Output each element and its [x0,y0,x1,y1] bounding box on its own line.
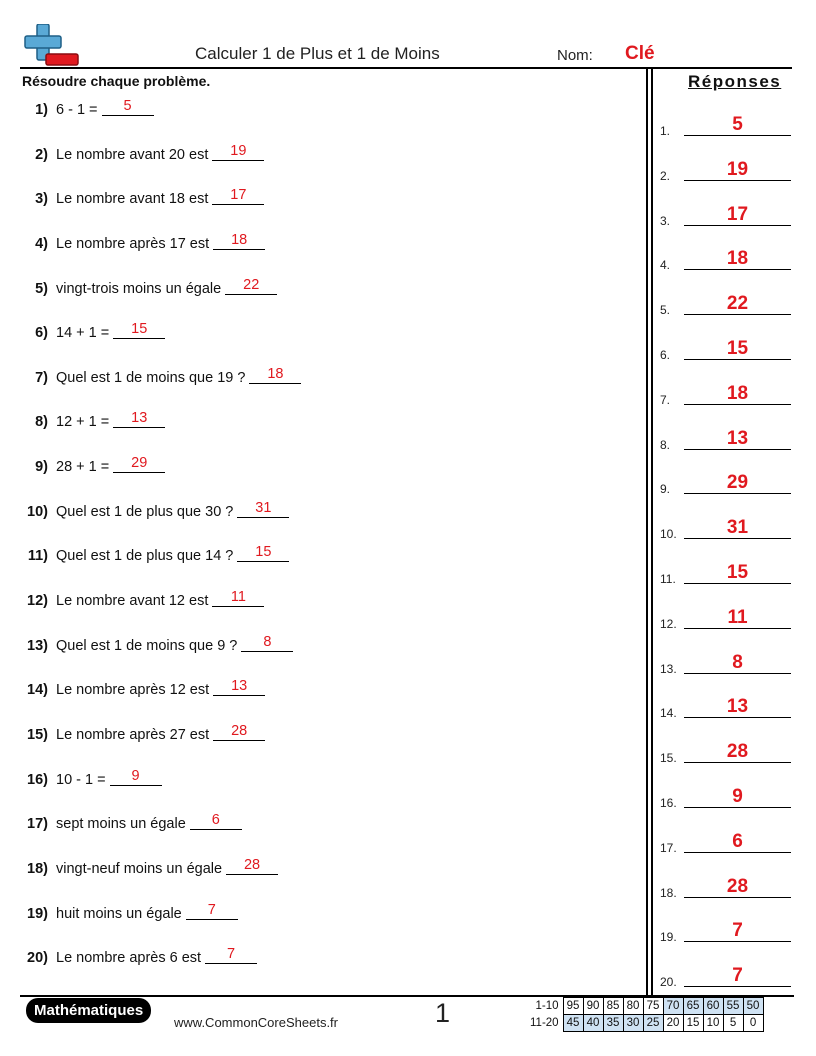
answer-key-value: 15 [726,561,749,583]
answer-key-row [660,694,795,739]
answer-key-value: 15 [726,337,749,359]
score-row [528,998,763,1015]
answer-key-value: 8 [732,651,743,673]
answer-key-value: 31 [726,517,749,539]
answer-blank: 29 [113,455,165,473]
problem-number: 4) [35,235,48,252]
answer-key-number: 15. [660,751,677,766]
answer-key-row [660,918,795,963]
answer-key-row [660,336,795,381]
problem-row [22,678,642,723]
score-cell: 95 [563,998,583,1015]
answer-key-row [660,202,795,247]
problem-number: 14) [27,682,48,699]
problem-number: 7) [35,369,48,386]
problem-text: Le nombre avant 20 est [56,146,209,163]
problem-number: 16) [27,771,48,788]
answer-key-number: 1. [660,124,671,138]
problem-row [22,857,642,902]
problem-row [22,812,642,857]
answer-key-row [660,650,795,695]
answer-key-value: 13 [726,427,749,449]
score-table [528,997,764,1032]
answer-blank: 22 [225,277,277,295]
answer-blank: 9 [110,768,162,786]
answer-blank: 28 [213,723,265,741]
answer-key-row [660,112,795,157]
problem-number: 1) [35,102,48,118]
answer-key-list [660,112,795,1008]
answer-key-number: 8. [660,437,671,452]
answer-blank: 7 [186,902,238,920]
score-cell: 85 [603,998,623,1015]
score-cell: 45 [563,1015,583,1032]
problem-row [22,946,642,991]
answer-key-value: 6 [732,830,743,852]
answer-key-row [660,246,795,291]
problem-text: sept moins un égale [56,816,186,833]
answer-key-value: 19 [726,158,749,180]
answer-key-number: 17. [660,840,677,855]
answer-blank: 28 [226,857,278,875]
answer-key-number: 7. [660,392,671,407]
answer-key-number: 19. [660,930,677,945]
answer-key-row [660,560,795,605]
problem-text: 10 - 1 = [56,771,106,788]
problem-text: Quel est 1 de moins que 19 ? [56,369,246,386]
problem-row [22,544,642,589]
problem-row [22,232,642,277]
answer-key-value: 22 [726,293,749,315]
answer-key-number: 18. [660,885,677,900]
answer-key-number: 11. [660,571,676,586]
problem-number: 19) [27,905,48,922]
answer-key-number: 5. [660,303,671,318]
score-cell: 75 [643,998,663,1015]
problem-number: 10) [27,503,48,520]
problem-row [22,98,642,143]
problem-text: Le nombre après 12 est [56,682,210,699]
answer-key-number: 16. [660,795,677,810]
problem-number: 8) [35,414,48,431]
problem-text: vingt-trois moins un égale [56,280,222,297]
problem-number: 6) [35,325,48,342]
answer-blank: 19 [212,143,264,161]
answer-key-number: 13. [660,661,677,676]
subject-badge: Mathématiques [26,998,151,1023]
problem-row [22,187,642,232]
site-url: www.CommonCoreSheets.fr [174,1015,338,1030]
answer-key-value: 18 [726,248,749,270]
answer-blank: 11 [212,589,264,607]
worksheet-title: Calculer 1 de Plus et 1 de Moins [195,44,440,63]
score-cell: 5 [723,1015,743,1032]
answer-key-row [660,829,795,874]
problem-number: 3) [35,191,48,208]
problem-row [22,277,642,322]
answer-key-number: 4. [660,258,671,273]
problem-row [22,589,642,634]
score-cell: 15 [683,1015,703,1032]
score-cell: 10 [703,1015,723,1032]
problem-text: 28 + 1 = [56,459,110,476]
score-cell: 50 [743,998,763,1015]
score-range-label: 11-20 [530,1017,559,1029]
problem-row [22,634,642,679]
problem-row [22,143,642,188]
score-row [528,1015,763,1032]
problem-row [22,455,642,500]
problem-text: 12 + 1 = [56,414,110,431]
page-number: 1 [435,998,451,1028]
answer-key-number: 3. [660,213,671,228]
answer-blank: 8 [241,634,293,652]
answer-key-row [660,605,795,650]
problem-list [22,98,642,991]
score-range-label: 1-10 [535,1000,559,1012]
answer-key-value: 5 [732,114,743,135]
problem-row [22,321,642,366]
plus-minus-logo-icon [22,24,80,68]
answer-key-value: 13 [726,696,749,718]
answer-blank: 7 [205,946,257,964]
problem-row [22,410,642,455]
problem-text: Le nombre avant 18 est [56,191,209,208]
score-cell: 55 [723,998,743,1015]
problem-row [22,902,642,947]
problem-number: 11) [27,548,48,565]
score-cell: 30 [623,1015,643,1032]
answer-blank: 18 [249,366,301,384]
score-cell: 90 [583,998,603,1015]
problem-text: vingt-neuf moins un égale [56,860,223,877]
answer-key-value: 11 [727,606,748,628]
answer-key-value: 17 [726,203,749,225]
name-label: Nom: [557,47,593,64]
answer-key-value: 7 [732,920,743,942]
answer-key-row [660,874,795,919]
score-cell: 35 [603,1015,623,1032]
problem-text: Le nombre après 6 est [56,950,202,967]
answer-key-number: 2. [660,168,671,183]
answer-key-number: 6. [660,347,671,362]
problem-text: Le nombre après 17 est [56,235,210,252]
problem-text: Le nombre avant 12 est [56,593,209,610]
answer-key-number: 20. [660,975,677,990]
problem-text: Quel est 1 de moins que 9 ? [56,637,238,654]
answer-blank: 15 [113,321,165,339]
answer-blank: 13 [113,410,165,428]
answer-key-value: 29 [726,472,749,494]
problem-number: 15) [27,726,48,743]
problem-number: 17) [27,816,48,833]
problem-row [22,500,642,545]
answer-key-value: 28 [726,875,749,897]
column-divider-right [651,67,653,995]
answer-key-number: 14. [660,706,677,721]
header-divider [20,67,792,69]
score-cell: 0 [743,1015,763,1032]
problem-text: Quel est 1 de plus que 30 ? [56,503,234,520]
answer-key-row [660,381,795,426]
answer-key-value: 18 [726,382,749,404]
answer-key-number: 10. [660,527,677,542]
answer-blank: 15 [237,544,289,562]
problem-number: 9) [35,459,48,476]
answer-key-number: 12. [660,616,677,631]
answers-title: Réponses [688,72,782,91]
answer-key-row [660,291,795,336]
answer-key-row [660,739,795,784]
name-value: Clé [625,43,655,64]
problem-number: 2) [35,146,48,163]
answer-blank: 17 [212,187,264,205]
problem-text: 14 + 1 = [56,325,110,342]
answer-blank: 5 [102,98,154,116]
answer-key-row [660,426,795,471]
problem-number: 13) [27,637,48,654]
problem-row [22,723,642,768]
problem-row [22,768,642,813]
problem-row [22,366,642,411]
score-cell: 65 [683,998,703,1015]
answer-key-value: 9 [732,785,743,807]
answer-blank: 31 [237,500,289,518]
problem-text: huit moins un égale [56,905,182,922]
answer-key-row [660,515,795,560]
answer-key-value: 28 [726,741,749,763]
column-divider-left [646,67,648,995]
answer-key-value: 7 [732,965,743,987]
problem-number: 20) [27,950,48,967]
instructions: Résoudre chaque problème. [22,73,211,89]
problem-text: Quel est 1 de plus que 14 ? [56,548,234,565]
answer-key-row [660,784,795,829]
answer-key-row [660,157,795,202]
score-cell: 70 [663,998,683,1015]
problem-text: Le nombre après 27 est [56,726,210,743]
score-cell: 40 [583,1015,603,1032]
answer-key-number: 9. [660,482,671,497]
answer-key-row [660,470,795,515]
problem-number: 12) [27,593,48,610]
score-cell: 60 [703,998,723,1015]
problem-text: 6 - 1 = [56,102,98,118]
problem-number: 5) [35,280,48,297]
answer-blank: 6 [190,812,242,830]
score-cell: 80 [623,998,643,1015]
answer-blank: 18 [213,232,265,250]
problem-number: 18) [27,860,48,877]
answer-blank: 13 [213,678,265,696]
score-cell: 20 [663,1015,683,1032]
score-cell: 25 [643,1015,663,1032]
